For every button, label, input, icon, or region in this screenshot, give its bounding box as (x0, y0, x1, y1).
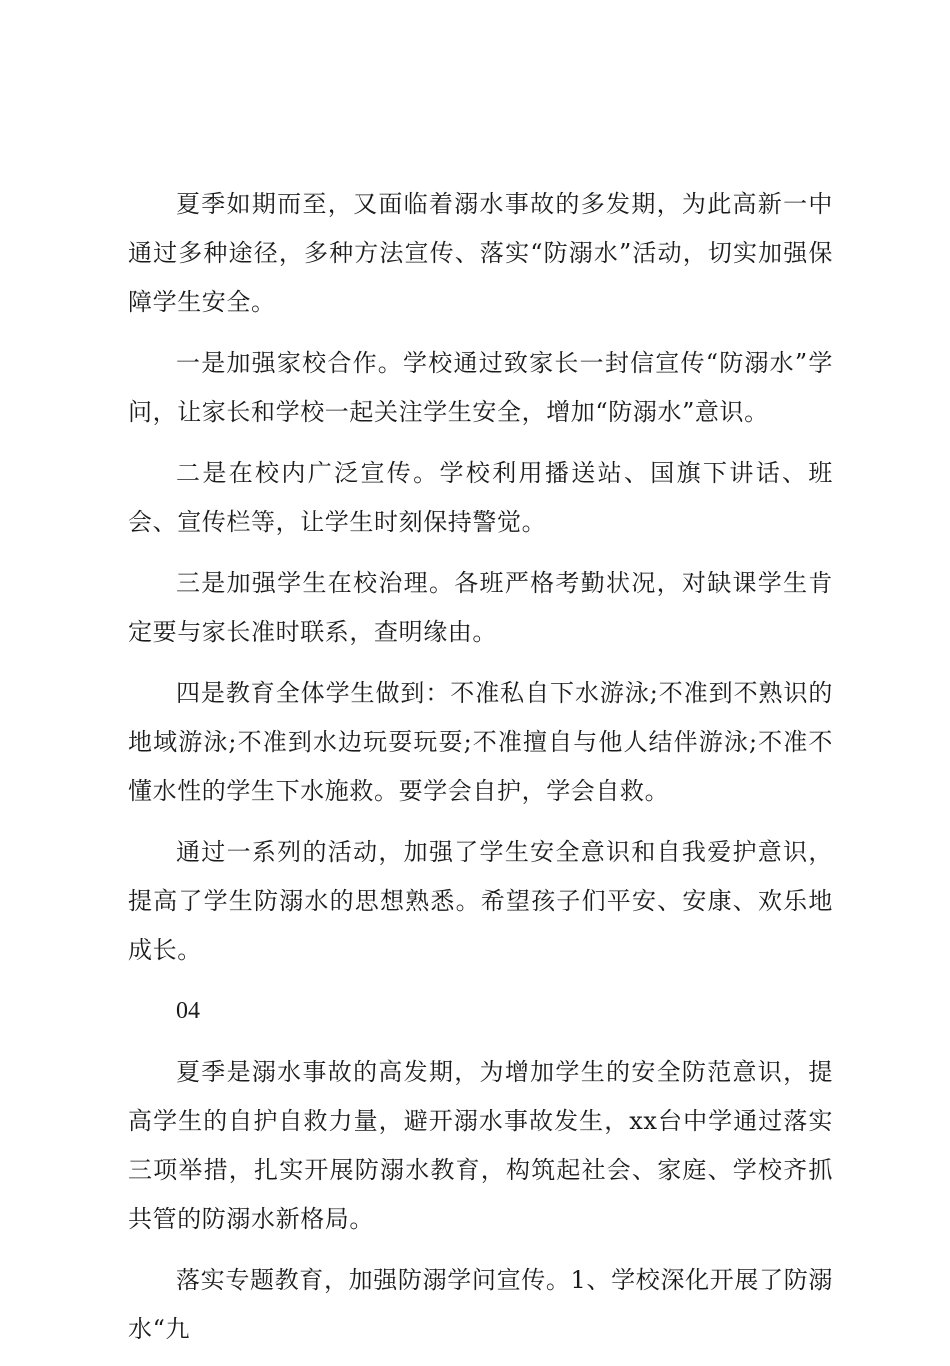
paragraph-section-education: 落实专题教育，加强防溺学问宣传。1、学校深化开展了防溺水“九 (128, 1266, 833, 1343)
paragraph-measure-one: 一是加强家校合作。学校通过致家长一封信宣传“防溺水”学问，让家长和学校一起关注学生安全，增加“防溺水”意识。 (128, 349, 833, 426)
paragraph-measure-four: 四是教育全体学生做到：不准私自下水游泳;不准到不熟识的地域游泳;不准到水边玩耍玩耍;不准擅自与他人结伴游泳;不准不懂水性的学生下水施救。要学会自护，学会自救。 (128, 679, 833, 805)
document-body (128, 180, 833, 1366)
paragraph-measure-three: 三是加强学生在校治理。各班严格考勤状况，对缺课学生肯定要与家长准时联系，查明缘由。 (128, 569, 833, 646)
paragraph-section-intro: 夏季是溺水事故的高发期，为增加学生的安全防范意识，提高学生的自护自救力量，避开溺水事故发生，xx台中学通过落实三项举措，扎实开展防溺水教育，构筑起社会、家庭、学校齐抓共管的防溺水新格局。 (128, 1058, 833, 1233)
section-number: 04 (176, 998, 200, 1024)
paragraph-intro: 夏季如期而至，又面临着溺水事故的多发期，为此高新一中通过多种途径，多种方法宣传、落实“防溺水”活动，切实加强保障学生安全。 (128, 190, 833, 316)
paragraph-measure-two: 二是在校内广泛宣传。学校利用播送站、国旗下讲话、班会、宣传栏等，让学生时刻保持警觉。 (128, 459, 833, 536)
paragraph-conclusion: 通过一系列的活动，加强了学生安全意识和自我爱护意识，提高了学生防溺水的思想熟悉。希望孩子们平安、安康、欢乐地成长。 (128, 838, 833, 964)
